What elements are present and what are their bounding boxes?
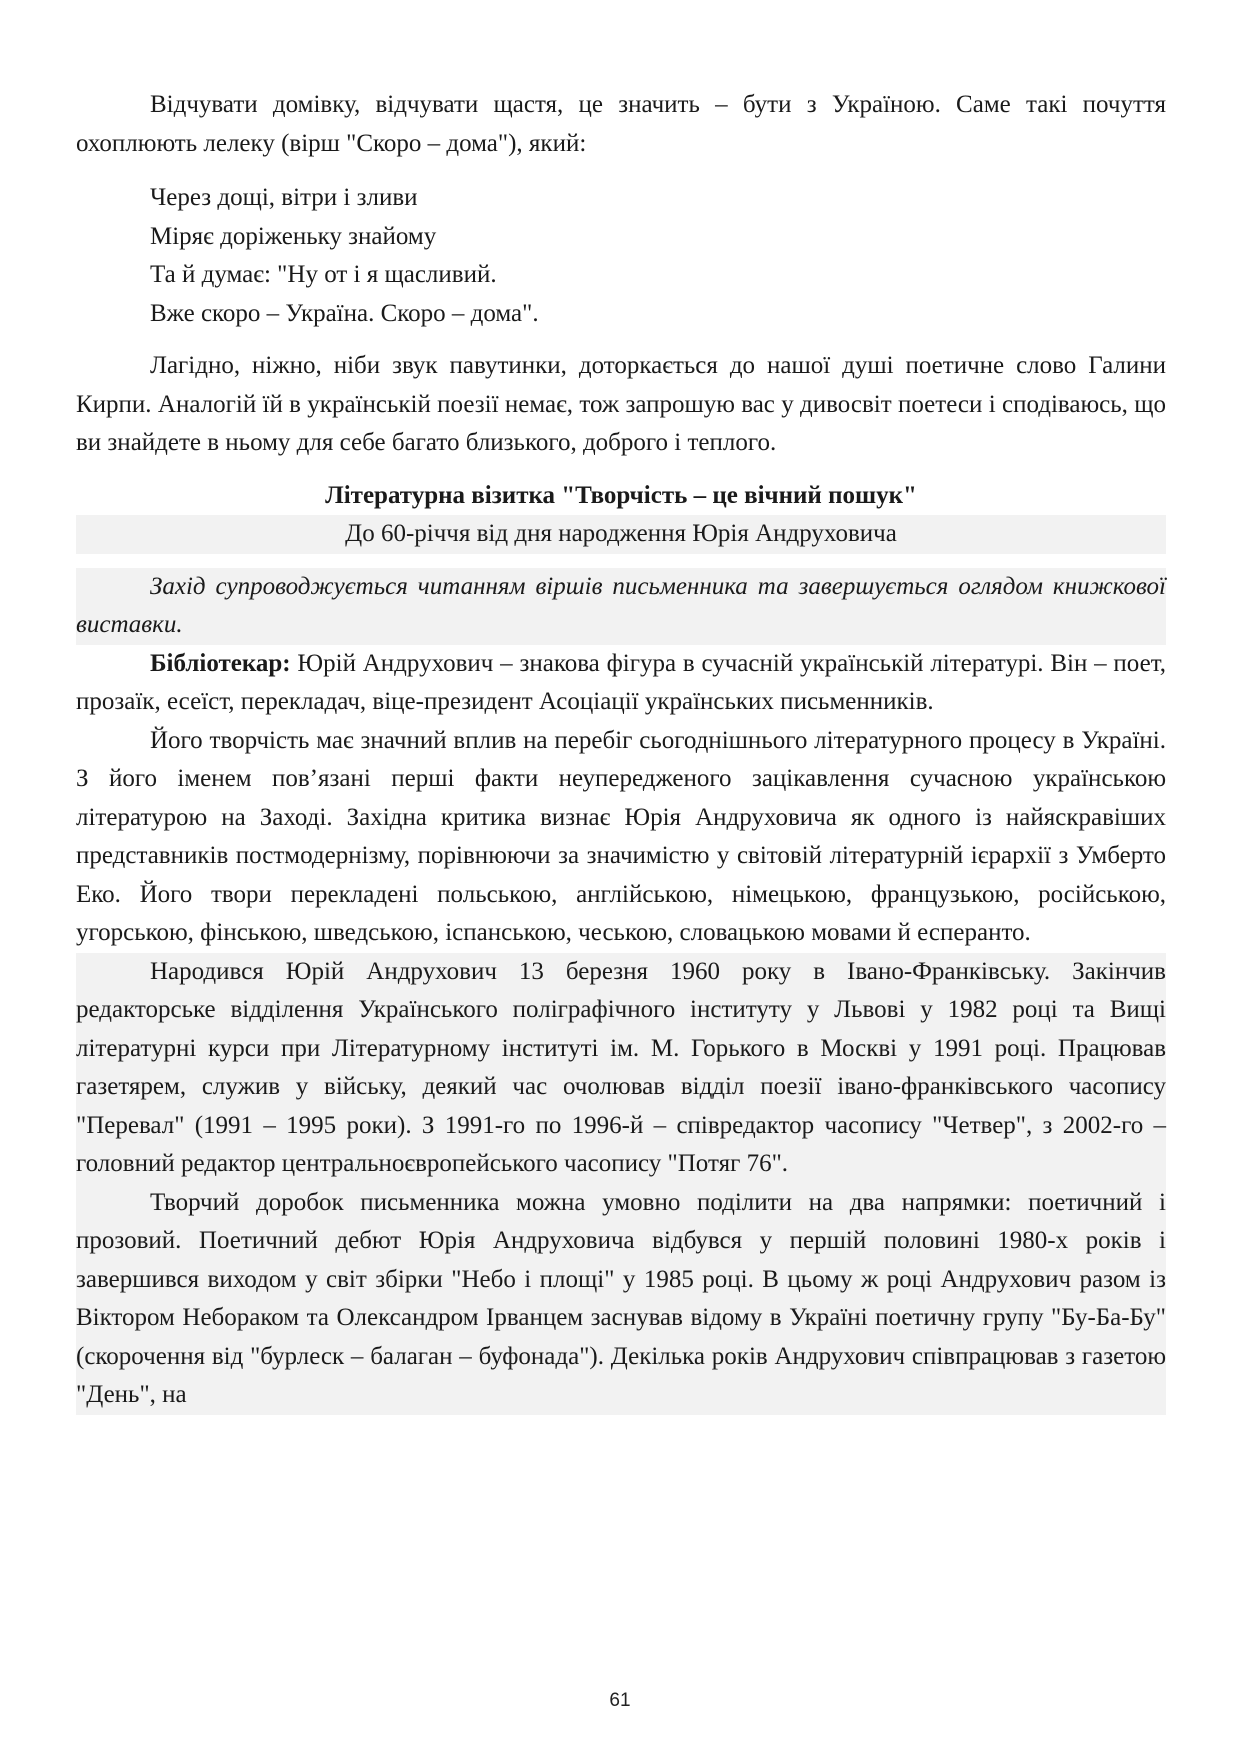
verse-line: Та й думає: "Ну от і я щасливий. [150, 261, 497, 288]
page-number: 61 [609, 1690, 631, 1711]
event-note: Захід супроводжується читанням віршів письменника та завершується оглядом книжкової виставки. [76, 568, 1166, 645]
section-subtitle: До 60-річчя від дня народження Юрія Андруховича [76, 515, 1166, 554]
librarian-paragraph [76, 645, 1166, 722]
librarian-text: Юрій Андрухович – знакова фігура в сучасній українській літературі. Він – поет, прозаїк, есеїст, перекладач, віце-президент Асоціації українських письменників. [76, 649, 1166, 715]
intro-paragraph: Відчувати домівку, відчувати щастя, це значить – бути з Україною. Саме такі почуття охоплюють лелеку (вірш "Скоро – дома"), який: [76, 91, 1166, 157]
creative-paragraph: Творчий доробок письменника можна умовно поділити на два напрямки: поетичний і прозовий. Поетичний дебют Юрія Андруховича відбувся у першій половині 1980-х років і завершився виходом у світ збірки "Небо і площі" у 1985 році. В цьому ж році Андрухович разом із Віктором Небораком та Олександром Ірванцем заснував відому в Україні поетичну групу "Бу-Ба-Бу" (скорочення від "бурлеск – балаган – буфонада"). Декілька років Андрухович співпрацював з газетою "День", на [76, 1184, 1166, 1415]
influence-paragraph: Його творчість має значний вплив на перебіг сьогоднішнього літературного процесу в Україні. З його іменем пов’язані перші факти неупередженого зацікавлення сучасною українською літературою на Заході. Західна критика визнає Юрія Андруховича як одного із найяскравіших представників постмодернізму, порівнюючи за значимістю у світовій літературній ієрархії з Умберто Еко. Його твори перекладені польською, англійською, німецькою, французькою, російською, угорською, фінською, шведською, іспанською, чеською, словацькою мовами й есперанто. [76, 726, 1166, 946]
verse-line: Вже скоро – Україна. Скоро – дома". [150, 299, 539, 327]
poem-verse [150, 179, 1166, 333]
closing-paragraph: Лагідно, ніжно, ніби звук павутинки, доторкається до нашої душі поетичне слово Галини Кирпи. Аналогій їй в українській поезії немає, тож запрошую вас у дивосвіт поетеси і сподіваюсь, що ви знайдете в ньому для себе багато близького, доброго і теплого. [76, 352, 1166, 456]
verse-line: Міряє доріженьку знайому [150, 222, 437, 250]
document-page [76, 86, 1166, 1415]
biography-paragraph: Народився Юрій Андрухович 13 березня 1960 року в Івано-Франківську. Закінчив редакторське відділення Українського поліграфічного інституту у Львові у 1982 році та Вищі літературні курси при Літературному інституті ім. М. Горького в Москві у 1991 році. Працював газетярем, служив у війську, деякий час очолював відділ поезії івано-франківського часопису "Перевал" (1991 – 1995 роки). З 1991-го по 1996-й – співредактор часопису "Четвер", з 2002-го – головний редактор центральноєвропейського часопису "Потяг 76". [76, 953, 1166, 1184]
verse-line: Через дощі, вітри і зливи [150, 184, 418, 211]
section-title: Літературна візитка "Творчість – це вічний пошук" [325, 481, 917, 509]
librarian-label: Бібліотекар: [150, 649, 291, 677]
